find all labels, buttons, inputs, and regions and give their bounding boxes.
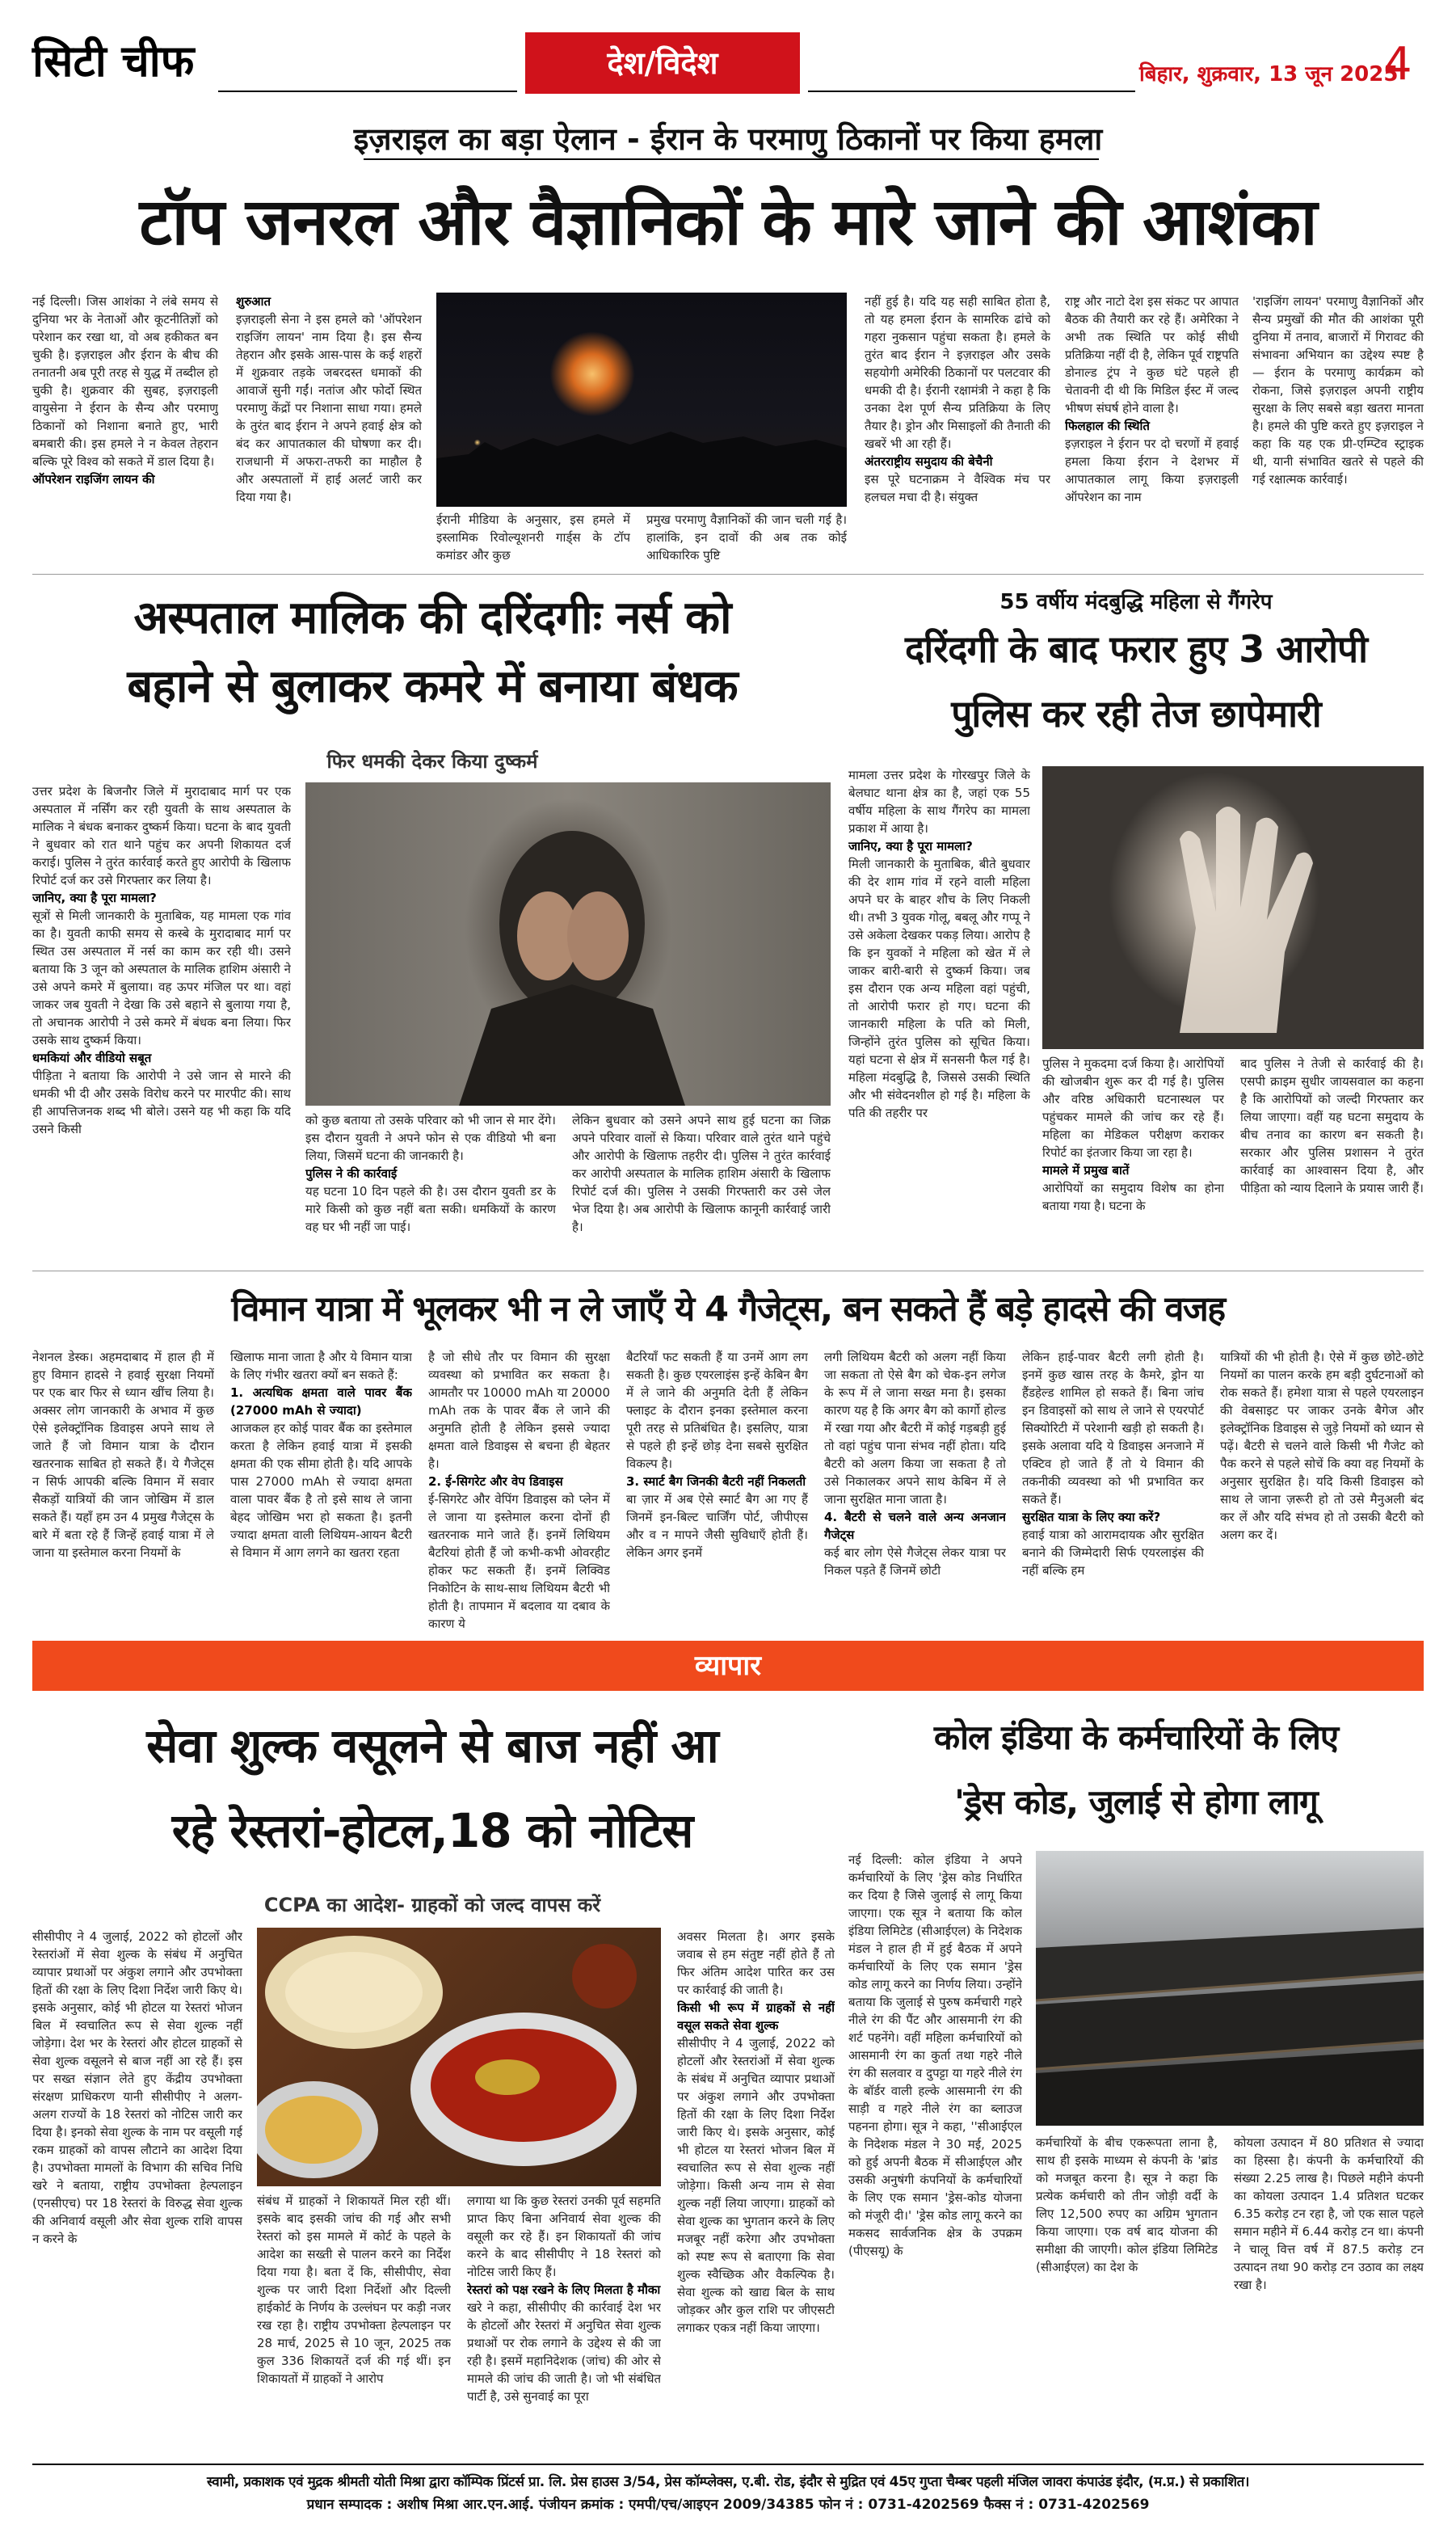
story1-text-7: 'राइजिंग लायन' परमाणु वैज्ञानिकों और सैन्य प्रमुखों की मौत की आशंका पूरी दुनिया में तनाव, बाजारों में गिरावट की संभावना अभियान का उद्देश्य स्पष्ट है — ईरान के परमाणु कार्यक्रम को रोकना, जिसे इज़राइल अपनी राष्ट्रीय सुरक्षा के लिए सबसे बड़ा खतरा मानता है। हमले की पुष्टि करते हुए इज़राइल ने कहा कि यह एक प्री-एम्प्टिव स्ट्राइक थी, यानी संभावित खतरे से पहले की गई रक्षात्मक कार्रवाई। [1252,294,1424,487]
story4-subhead-4: 4. बैटरी से चलने वाले अन्य अनजान गैजेट्स [824,1510,1006,1542]
section-label: देश/विदेश [607,45,718,81]
story1-text-4: प्रमुख परमाणु वैज्ञानिकों की जान चली गई है। हालांकि, इन दावों की अब तक कोई आधिकारिक पुष्टि [646,512,847,563]
story5-text-2: संबंध में ग्राहकों ने शिकायतें मिल रही थीं। इसके बाद इसकी जांच की गई और सभी रेस्तरां को इस मामले में कोर्ट के पहले के आदेश का सख्ती से पालन करने का निर्देश दिया गया है। बता दें कि, सीसीपीए, सेवा शुल्क पर जारी दिशा निर्देशों और दिल्ली हाईकोर्ट के निर्णय के उल्लंघन पर कड़ी नजर रख रहा है। राष्ट्रीय उपभोक्ता हेल्पलाइन पर 28 मार्च, 2025 से 10 जून, 2025 तक कुल 336 शिकायतें दर्ज की गई थीं। इन शिकायतों में ग्राहकों ने आरोप [257,2194,451,2386]
story2-subhead-2: धमकियां और वीडियो सबूत [32,1051,152,1065]
story5-text-4: अवसर मिलता है। अगर इसके जवाब से हम संतुष्ट नहीं होते हैं तो फिर अंतिम आदेश पारित कर उस पर कार्रवाई की जाती है। [677,1929,835,1997]
story3-subhead-1: जानिए, क्या है पूरा मामला? [848,839,973,854]
story3-kicker: 55 वर्षीय मंदबुद्धि महिला से गैंगरेप [999,590,1273,614]
story1-subhead-2: शुरुआत [236,294,271,309]
story3-raised-hand-photo [1042,766,1424,1049]
story1-subhead-6: फिलहाल की स्थिति [1065,419,1150,433]
story1-night-explosion-photo [436,293,847,507]
story6-text-3: कोयला उत्पादन में 80 प्रतिशत से ज्यादा का हिस्सा है। कंपनी के कर्मचारियों की संख्या 2.25 लाख है। पिछले महीने कंपनी का कोयला उत्पादन 1.4 प्रतिशत घटकर 6.35 करोड़ टन रहा है, जो एक साल पहले समान महीने में 6.44 करोड़ टन था। कंपनी ने चालू वित्त वर्ष में 87.5 करोड़ टन उत्पादन तथा 90 करोड़ टन उठाव का लक्ष्य रखा है। [1234,2135,1424,2292]
story4-subhead-2: 2. ई-सिगरेट और वेप डिवाइस [428,1474,563,1489]
story1-text-5b: इस पूरे घटनाक्रम ने वैश्विक मंच पर हलचल मचा दी है। संयुक्त [865,472,1050,504]
story4-subhead-5: सुरक्षित यात्रा के लिए क्या करें? [1022,1510,1161,1524]
issue-date: बिहार, शुक्रवार, 13 जून 2025 [1139,62,1399,86]
story1-headline: टॉप जनरल और वैज्ञानिकों के मारे जाने की आशंका [139,184,1317,259]
story2-text-1c: पीड़िता ने बताया कि आरोपी ने उसे जान से मारने की धमकी भी दी और उसके विरोध करने पर मारपीट की। साथ ही आपत्तिजनक शब्द भी बोले। उसने यह भी कहा कि यदि उसने किसी [32,1069,291,1136]
story4-text-2: खिलाफ माना जाता है और ये विमान यात्रा के लिए गंभीर खतरा क्यों बन सकते हैं: [230,1350,412,1382]
story1-subhead-1: ऑपरेशन राइजिंग लायन की [32,472,155,487]
story1-text-2: इज़राइली सेना ने इस हमले को 'ऑपरेशन राइजिंग लायन' नाम दिया है। इस सैन्य तेहरान और इसके आस-पास के कई शहरों में शुक्रवार तड़के जबरदस्त धमाकों की आवाजें सुनी गईं। नतांज और फोर्दो स्थित परमाणु केंद्रों पर निशाना साधा गया। हमले के तुरंत बाद ईरान ने अपने हवाई क्षेत्र को बंद कर आपातकाल की घोषणा कर दी। राजधानी में अफरा-तफरी का माहौल है और अस्पतालों में हाई अलर्ट जारी कर दिया गया है। [236,312,422,504]
story1-text-6b: इज़राइल ने ईरान पर दो चरणों में हवाई हमला किया ईरान ने देशभर में आपातकाल लागू किया इज़राइली ऑपरेशन का नाम [1065,436,1239,504]
story4-subhead-3: 3. स्मार्ट बैग जिनकी बैटरी नहीं निकलती [626,1474,806,1489]
story4-text-6b: हवाई यात्रा को आरामदायक और सुरक्षित बनाने की जिम्मेदारी सिर्फ एयरलाइंस की नहीं बल्कि हम [1022,1528,1204,1578]
story4-text-5: लगी लिथियम बैटरी को अलग नहीं किया जा सकता तो ऐसे बैग को चेक-इन लगेज के रूप में ले जाना सख्त मना है। इसका कारण यह है कि अगर बैग को कार्गो होल्ड में रखा गया और बैटरी में कोई गड़बड़ी हुई तो वहां पहुंच पाना संभव नहीं होता। यदि बैटरी को अलग किया जा सकता है तो उसे निकालकर अपने साथ केबिन में ले जाना सुरक्षित माना जाता है। [824,1350,1006,1507]
story4-text-6: लेकिन हाई-पावर बैटरी लगी होती है। इनमें कुछ खास तरह के कैमरे, ड्रोन या हैंडहेल्ड शामिल हो सकते हैं। बिना जांच इन डिवाइसों को साथ ले जाने से एयरपोर्ट सिक्योरिटी में परेशानी खड़ी हो सकती है। इसके अलावा यदि ये डिवाइस अनजाने में एक्टिव हो जाते हैं तो ये विमान की तकनीकी व्यवस्था को भी प्रभावित कर सकते हैं। [1022,1350,1204,1507]
story2-distressed-woman-photo [305,782,831,1106]
story2-text-2: को कुछ बताया तो उसके परिवार को भी जान से मार देंगे। इस दौरान युवती ने अपने फोन से एक वीडियो भी बना लिया, जिसमें घटना की जानकारी है। [305,1113,556,1163]
story5-text-4b: सीसीपीए ने 4 जुलाई, 2022 को होटलों और रेस्तरांओं में सेवा शुल्क के संबंध में अनुचित व्यापार प्रथाओं पर अंकुश लगाने और उपभोक्ता हितों की रक्षा के लिए दिशा निर्देश जारी किए थे। इसके अनुसार, कोई भी होटल या रेस्तरां भोजन बिल में स्वचालित रूप से सेवा शुल्क नहीं जोड़ेगा। किसी अन्य नाम से सेवा शुल्क नहीं लिया जाएगा। ग्राहकों को सेवा शुल्क का भुगतान करने के लिए मजबूर नहीं करेगा और उपभोक्ता को स्पष्ट रूप से बताएगा कि सेवा शुल्क स्वैच्छिक और वैकल्पिक है। सेवा शुल्क को खाद्य बिल के साथ जोड़कर और कुल राशि पर जीएसटी लगाकर एकत्र नहीं किया जाएगा। [677,2036,835,2335]
story3-text-1: मामला उत्तर प्रदेश के गोरखपुर जिले के बेलघाट थाना क्षेत्र का है, जहां एक 55 वर्षीय महिला के साथ गैंगरेप का मामला प्रकाश में आया है। [848,768,1030,836]
story6-coal-wagons-photo [1036,1851,1424,2126]
story1-kicker: इज़राइल का बड़ा ऐलान - ईरान के परमाणु ठिकानों पर किया हमला [353,121,1103,157]
story3-headline-1: दरिंदगी के बाद फरार हुए 3 आरोपी [904,627,1368,671]
story4-text-7: यात्रियों की भी होती है। ऐसे में कुछ छोटे-छोटे नियमों का पालन करके हम बड़ी दुर्घटनाओं को रोक सकते हैं। हमेशा यात्रा से पहले एयरलाइन की वेबसाइट पर जाकर उनके बैगेज और इलेक्ट्रॉनिक डिवाइस से जुड़े नियमों को ध्यान से पढ़ें। बैटरी से चलने वाले किसी भी गैजेट को पैक करने से पहले सोचें कि क्या वह नियमों के अनुसार सुरक्षित है। यदि किसी डिवाइस को साथ ले जाना ज़रूरी हो तो उसे मैनुअली बंद कर लें और यदि संभव हो तो उसकी बैटरी को अलग कर दें। [1220,1350,1424,1542]
story2-kicker: फिर धमकी देकर किया दुष्कर्म [326,750,538,773]
story3-text-2b: आरोपियों का समुदाय विशेष का होना बताया गया है। घटना के [1042,1181,1224,1213]
story2-text-1b: सूत्रों से मिली जानकारी के मुताबिक, यह मामला एक गांव का है। युवती काफी समय से कस्बे के मुरादाबाद मार्ग पर स्थित उस अस्पताल में नर्स का काम कर रही थी। उसने बताया कि 3 जून को अस्पताल के मालिक हाशिम अंसारी ने उसे अपने कमरे में बुलाया। वह ऊपर मंजिल पर था। वहां जाकर जब युवती ने देखा कि उसे बहाने से बुलाया गया है, तो अचानक आरोपी ने उसे कमरे में बंधक बना लिया। फिर उसके साथ दुष्कर्म किया। [32,908,291,1047]
story5-headline-2: रहे रेस्तरां-होटल,18 को नोटिस [171,1803,693,1858]
masthead-title: सिटी चीफ [32,35,195,86]
story2-headline-1: अस्पताल मालिक की दरिंदगीः नर्स को [133,592,731,644]
story5-food-dishes-photo [257,1928,661,2186]
story4-text-4: बैटरियाँ फट सकती हैं या उनमें आग लग सकती है। कुछ एयरलाइंस इन्हें केबिन बैग में ले जाने की अनुमति देती हैं लेकिन फ्लाइट के दौरान इनका इस्तेमाल करना पूरी तरह से प्रतिबंधित है। इसलिए, यात्रा से पहले ही इन्हें छोड़ देना सबसे सुरक्षित विकल्प है। [626,1350,808,1471]
story4-text-3: है जो सीधे तौर पर विमान की सुरक्षा व्यवस्था को प्रभावित कर सकता है। आमतौर पर 10000 mAh या 20000 mAh तक के पावर बैंक ले जाने की अनुमति होती है लेकिन इससे ज्यादा क्षमता वाले डिवाइस से बचना ही बेहतर है। [428,1350,610,1471]
business-section-band: व्यापार [32,1641,1424,1691]
story5-kicker: CCPA का आदेश- ग्राहकों को जल्द वापस करें [263,1894,601,1916]
story5-subhead-1: रेस्तरां को पक्ष रखने के लिए मिलता है मौका [467,2282,661,2297]
story6-text-1: नई दिल्ली: कोल इंडिया ने अपने कर्मचारियों के लिए 'ड्रेस कोड निर्धारित कर दिया है जिसे जुलाई से लागू किया जाएगा। एक सूत्र ने बताया कि कोल इंडिया लिमिटेड (सीआईएल) के निदेशक मंडल ने हाल ही में हुई बैठक में अपने कर्मचारियों के लिए एक समान 'ड्रेस कोड लागू करने का निर्णय लिया। उन्होंने बताया कि जुलाई से पुरुष कर्मचारी गहरे नीले रंग की पैंट और आसमानी रंग की शर्ट पहनेंगे। वहीं महिला कर्मचारियों को आसमानी रंग का कुर्ता तथा गहरे नीले रंग की सलवार व दुपट्टा या गहरे नीले रंग के बॉर्डर वाली हल्के आसमानी रंग की साड़ी व गहरे नीले रंग का ब्लाउज पहनना होगा। सूत्र ने कहा, ''सीआईएल के निदेशक मंडल ने 30 मई, 2025 को हुई अपनी बैठक में सीआईएल और उसकी अनुषंगी कंपनियों के कर्मचारियों के लिए एक समान 'ड्रेस-कोड योजना को मंजूरी दी।' 'ड्रेस कोड लागू करने का मकसद सार्वजनिक क्षेत्र के उपक्रम (पीएसयू) के [848,1852,1022,2258]
story3-subhead-2: मामले में प्रमुख बातें [1042,1163,1130,1178]
story4-subhead-1: 1. अत्यधिक क्षमता वाले पावर बैंक (27000 mAh से ज्यादा) [230,1385,412,1418]
story2-text-3: लेकिन बुधवार को उसने अपने साथ हुई घटना का जिक्र अपने परिवार वालों से किया। परिवार वाले तुरंत थाने पहुंचे और आरोपी के खिलाफ तहरीर दी। पुलिस ने तुरंत कार्रवाई कर आरोपी अस्पताल के मालिक हाशिम अंसारी के खिलाफ रिपोर्ट दर्ज की। पुलिस ने उसकी गिरफ्तारी कर उसे जेल भेज दिया है। अब आरोपी के खिलाफ कानूनी कार्रवाई जारी है। [572,1113,831,1234]
footer-editor: प्रधान सम्पादक : अशीष मिश्रा आर.एन.आई. पंजीयन क्रमांक : एमपी/एच/आइएन 2009/34385 फोन नं : 0731-4202569 फैक्स नं : 0731-4202569 [306,2497,1150,2513]
story6-text-2: कर्मचारियों के बीच एकरूपता लाना है, साथ ही इसके माध्यम से कंपनी के 'ब्रांड को मजबूत करना है। सूत्र ने कहा कि प्रत्येक कर्मचारी को तीन जोड़ी वर्दी के लिए 12,500 रुपए का अग्रिम भुगतान किया जाएगा। एक वर्ष बाद योजना की समीक्षा की जाएगी। कोल इंडिया लिमिटेड (सीआईएल) का देश के [1036,2135,1218,2274]
story5-text-1: सीसीपीए ने 4 जुलाई, 2022 को होटलों और रेस्तरांओं में सेवा शुल्क के संबंध में अनुचित व्यापार प्रथाओं पर अंकुश लगाने और उपभोक्ता हितों की रक्षा के लिए दिशा निर्देश जारी किए थे। इसके अनुसार, कोई भी होटल या रेस्तरां भोजन बिल में स्वचालित रूप से सेवा शुल्क नहीं जोड़ेगा। देश भर के रेस्तरां और होटल ग्राहकों से सेवा शुल्क वसूलने से बाज नहीं आ रहे हैं। इस पर सख्त संज्ञान लेते हुए केंद्रीय उपभोक्ता संरक्षण प्राधिकरण यानी सीसीपीए ने अलग-अलग राज्यों के 18 रेस्तरां को नोटिस जारी कर दिया है। इनको सेवा शुल्क के नाम पर वसूली गई रकम ग्राहकों को वापस लौटाने का आदेश दिया है। उपभोक्ता मामलों के विभाग की सचिव निधि खरे ने बताया, राष्ट्रीय उपभोक्ता हेल्पलाइन (एनसीएच) पर 18 रेस्तरां के विरुद्ध सेवा शुल्क की अनिवार्य वसूली और सेवा शुल्क राशि वापस न करने के [32,1929,242,2246]
story4-text-4b: बा ज़ार में अब ऐसे स्मार्ट बैग आ गए हैं जिनमें इन-बिल्ट चार्जिंग पोर्ट, जीपीएस और व न मापने जैसी सुविधाएँ होती हैं। लेकिन अगर इनमें [626,1492,808,1560]
story3-headline-2: पुलिस कर रही तेज छापेमारी [951,692,1321,736]
story5-headline-1: सेवा शुल्क वसूलने से बाज नहीं आ [146,1718,718,1773]
story5-subhead-2: किसी भी रूप में ग्राहकों से नहीं वसूल सकते सेवा शुल्क [677,2000,835,2033]
story4-text-2b: आजकल हर कोई पावर बैंक का इस्तेमाल करता है लेकिन हवाई यात्रा में इसकी क्षमता की एक सीमा होती है। यदि आपके पास 27000 mAh से ज्यादा क्षमता वाला पावर बैंक है तो इसे साथ ले जाना बेहद जोखिम भरा हो सकता है। इतनी ज्यादा क्षमता वाली लिथियम-आयन बैटरी से विमान में आग लगने का खतरा रहता [230,1421,412,1560]
story1-text-5: नहीं हुई है। यदि यह सही साबित होता है, तो यह हमला ईरान के सामरिक ढांचे को गहरा नुकसान पहुंचा सकता है। हमले के तुरंत बाद ईरान ने इज़राइल और उसके सहयोगी अमेरिकी ठिकानों पर पलटवार की धमकी दी है। ईरानी रक्षामंत्री ने कहा है कि उनका देश पूर्ण सैन्य प्रतिक्रिया के लिए तैयार है। ड्रोन और मिसाइलों की तैनाती की खबरें भी आ रही हैं। [865,294,1050,451]
story4-text-5b: कई बार लोग ऐसे गैजेट्स लेकर यात्रा पर निकल पड़ते हैं जिनमें छोटी [824,1545,1006,1578]
story1-subhead-5: अंतरराष्ट्रीय समुदाय की बेचैनी [865,454,993,469]
story4-text-1: नेशनल डेस्क। अहमदाबाद में हाल ही में हुए विमान हादसे ने हवाई सुरक्षा नियमों पर एक बार फिर से ध्यान खींच लिया है। अक्सर लोग जानकारी के अभाव में कुछ ऐसे इलेक्ट्रॉनिक डिवाइस अपने साथ ले जाते हैं जो विमान यात्रा के दौरान खतरनाक साबित हो सकते हैं। ये गैजेट्स न सिर्फ आपकी बल्कि विमान में सवार सैकड़ों यात्रियों की जान जोखिम में डाल सकते हैं। यहाँ हम उन 4 प्रमुख गैजेट्स के बारे में बता रहे हैं जिन्हें हवाई यात्रा में ले जाना या इस्तेमाल करना नियमों के [32,1350,214,1560]
story2-text-2b: यह घटना 10 दिन पहले की है। उस दौरान युवती डर के मारे किसी को कुछ नहीं बता सकी। धमकियों के कारण वह घर भी नहीं जा पाई। [305,1184,556,1234]
story4-headline: विमान यात्रा में भूलकर भी न ले जाएँ ये 4 गैजेट्स, बन सकते हैं बड़े हादसे की वजह [231,1289,1225,1330]
story5-text-3: लगाया था कि कुछ रेस्तरां उनकी पूर्व सहमति प्राप्त किए बिना अनिवार्य सेवा शुल्क की वसूली कर रहे हैं। इन शिकायतों की जांच करने के बाद सीसीपीए ने 18 रेस्तरां को नोटिस जारी किए हैं। [467,2194,661,2279]
section-tab [525,32,800,94]
footer-imprint: स्वामी, प्रकाशक एवं मुद्रक श्रीमती योती मिश्रा द्वारा कॉम्पिक प्रिंटर्स प्रा. लि. प्रेस हाउस 3/54, प्रेस कॉम्प्लेक्स, ए.बी. रोड, इंदौर से मुद्रित एवं 45ए गुप्ता चैम्बर पहली मंजिल जावरा कंपाउंड इंदौर, (म.प्र.) से प्रकाशित। [207,2474,1249,2490]
story1-text-1: नई दिल्ली। जिस आशंका ने लंबे समय से दुनिया भर के नेताओं और कूटनीतिज्ञों को परेशान कर रखा था, वो अब हकीकत बन चुकी है। इज़राइल और ईरान के बीच की तनातनी अब पूरी तरह से युद्ध में तब्दील हो चुकी है। शुक्रवार की सुबह, इज़राइली वायुसेना ने ईरान के सैन्य और परमाणु ठिकानों को निशाना बनाते हुए, भारी बमबारी की। इस हमले ने न केवल तेहरान बल्कि पूरे विश्व को सकते में डाल दिया है। [32,294,218,469]
story1-text-3: ईरानी मीडिया के अनुसार, इस हमले में इस्लामिक रिवोल्यूशनरी गार्ड्स के टॉप कमांडर और कुछ [436,512,630,563]
story2-text-1: उत्तर प्रदेश के बिजनौर जिले में मुरादाबाद मार्ग पर एक अस्पताल में नर्सिंग कर रही युवती के साथ अस्पताल के मालिक ने बंधक बनाकर दुष्कर्म किया। घटना के बाद युवती ने बुधवार को रात थाने पहुंच कर अपनी शिकायत दर्ज कराई। पुलिस ने तुरंत कार्रवाई करते हुए आरोपी के खिलाफ रिपोर्ट दर्ज कर उसे गिरफ्तार कर लिया है। [32,784,291,887]
story1-text-6: राष्ट्र और नाटो देश इस संकट पर आपात बैठक की तैयारी कर रहे हैं। अमेरिका ने अभी तक स्थिति पर कोई सीधी प्रतिक्रिया नहीं दी है, लेकिन पूर्व राष्ट्रपति डोनाल्ड ट्रंप ने कुछ घंटे पहले ही चेतावनी दी थी कि मिडिल ईस्ट में जल्द भीषण संघर्ष होने वाला है। [1065,294,1239,415]
story3-text-3: बाद पुलिस ने तेजी से कार्रवाई की है। एसपी क्राइम सुधीर जायसवाल का कहना है कि आरोपियों को जल्दी गिरफ्तार कर लिया जाएगा। वहीं यह घटना समुदाय के बीच तनाव का कारण बन सकती है। सरकार और पुलिस प्रशासन ने तुरंत कार्रवाई का आश्वासन दिया है, और पीड़िता को न्याय दिलाने के प्रयास जारी हैं। [1240,1056,1424,1195]
story6-headline-1: कोल इंडिया के कर्मचारियों के लिए [933,1718,1339,1757]
story2-headline-2: बहाने से बुलाकर कमरे में बनाया बंधक [127,660,738,713]
page-number: 4 [1383,38,1412,91]
story3-text-2: पुलिस ने मुकदमा दर्ज किया है। आरोपियों की खोजबीन शुरू कर दी गई है। पुलिस और वरिष्ठ अधिकारी घटनास्थल पर पहुंचकर मामले की जांच कर रहे हैं। महिला का मेडिकल परीक्षण कराकर रिपोर्ट का इंतजार किया जा रहा है। [1042,1056,1224,1160]
story5-text-3b: खरे ने कहा, सीसीपीए की कार्रवाई देश भर के होटलों और रेस्तरां में अनुचित सेवा शुल्क प्रथाओं पर रोक लगाने के उद्देश्य से की जा रही है। इसमें महानिदेशक (जांच) की ओर से मामले की जांच की जाती है। जो भी संबंधित पार्टी है, उसे सुनवाई का पूरा [467,2300,661,2404]
story2-subhead-3: पुलिस ने की कार्रवाई [305,1166,398,1181]
story3-text-1b: मिली जानकारी के मुताबिक, बीते बुधवार की देर शाम गांव में रहने वाली महिला अपने घर के बाहर शौच के लिए निकली थी। तभी 3 युवक गोलू, बबलू और गप्पू ने उसे अकेला देखकर पकड़ लिया। आरोप है कि इन युवकों ने महिला को खेत में ले जाकर बारी-बारी से दुष्कर्म किया। जब इस दौरान एक अन्य महिला वहां पहुंची, तो आरोपी फरार हो गए। घटना की जानकारी महिला के पति को मिली, जिन्होंने तुरंत पुलिस को सूचित किया। यहां घटना से क्षेत्र में सनसनी फैल गई है। महिला मंदबुद्धि है, जिससे उसकी स्थिति और भी संवेदनशील हो गई है। महिला के पति की तहरीर पर [848,857,1030,1120]
story2-subhead-1: जानिए, क्या है पूरा मामला? [32,891,157,905]
story4-text-3b: ई-सिगरेट और वेपिंग डिवाइस को प्लेन में ले जाना या इस्तेमाल करना दोनों ही खतरनाक माने जाते हैं। इनमें लिथियम बैटरियां होती हैं जो कभी-कभी ओवरहीट होकर फट सकती हैं। इनमें लिक्विड निकोटिन के साथ-साथ लिथियम बैटरी भी होती है। तापमान में बदलाव या दबाव के कारण ये [428,1492,610,1631]
story6-headline-2: 'ड्रेस कोड, जुलाई से होगा लागू [954,1782,1318,1822]
